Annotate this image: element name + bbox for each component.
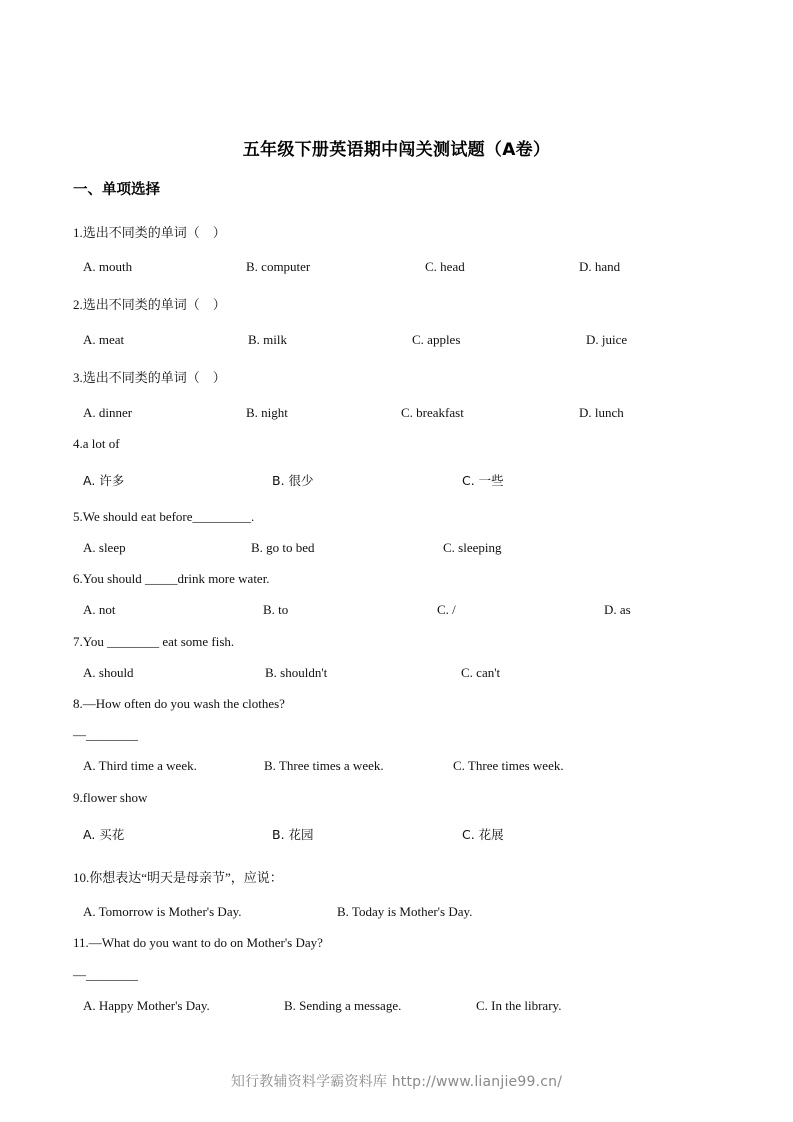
option-b: B. Three times a week. [264, 758, 384, 773]
option-a: A. Third time a week. [83, 758, 197, 773]
option-a: A. not [83, 602, 116, 617]
question-stem: 2.选出不同类的单词（ ） [73, 297, 226, 312]
question-stem: 4.a lot of [73, 436, 120, 451]
option-c: C. 花展 [462, 827, 504, 842]
option-a: A. meat [83, 332, 125, 347]
option-c: C. breakfast [401, 405, 464, 420]
answer-blank: —________ [73, 727, 138, 742]
question-stem: 7.You ________ eat some fish. [73, 634, 235, 649]
section-heading: 一、单项选择 [73, 182, 160, 198]
question-stem: 1.选出不同类的单词（ ） [73, 225, 226, 240]
option-b: B. milk [248, 332, 288, 347]
option-b: B. 很少 [272, 473, 314, 488]
option-c: C. Three times week. [453, 758, 564, 773]
question-stem: 5.We should eat before_________. [73, 509, 255, 524]
option-c: C. In the library. [476, 998, 562, 1013]
option-a: A. 买花 [83, 827, 125, 842]
question-stem: 6.You should _____drink more water. [73, 571, 270, 586]
option-b: B. to [263, 602, 289, 617]
option-b: B. shouldn't [265, 665, 328, 680]
option-d: D. lunch [579, 405, 624, 420]
option-b: B. Sending a message. [284, 998, 402, 1013]
question-stem: 10.你想表达“明天是母亲节”，应说： [73, 870, 283, 885]
option-c: C. apples [412, 332, 461, 347]
option-a: A. Happy Mother's Day. [83, 998, 210, 1013]
answer-blank: —________ [73, 967, 138, 982]
option-c: C. / [437, 602, 456, 617]
page-title: 五年级下册英语期中闯关测试题（A卷） [242, 140, 551, 160]
option-a: A. Tomorrow is Mother's Day. [83, 904, 242, 919]
option-b: B. computer [246, 259, 311, 274]
option-b: B. 花园 [272, 827, 314, 842]
option-b: B. night [246, 405, 288, 420]
option-c: C. 一些 [462, 473, 504, 488]
option-c: C. head [425, 259, 465, 274]
option-c: C. can't [461, 665, 501, 680]
footer-watermark: 知行教辅资料学霸资料库 http://www.lianjie99.cn/ [230, 1074, 563, 1090]
option-a: A. dinner [83, 405, 133, 420]
question-stem: 11.—What do you want to do on Mother's Day? [73, 935, 323, 950]
option-b: B. Today is Mother's Day. [337, 904, 473, 919]
option-d: D. juice [586, 332, 628, 347]
option-a: A. sleep [83, 540, 126, 555]
option-c: C. sleeping [443, 540, 502, 555]
question-stem: 3.选出不同类的单词（ ） [73, 370, 226, 385]
option-d: D. hand [579, 259, 621, 274]
option-b: B. go to bed [251, 540, 315, 555]
option-a: A. 许多 [83, 473, 125, 488]
option-a: A. mouth [83, 259, 133, 274]
question-stem: 9.flower show [73, 790, 148, 805]
option-a: A. should [83, 665, 134, 680]
option-d: D. as [604, 602, 631, 617]
question-stem: 8.—How often do you wash the clothes? [73, 696, 285, 711]
